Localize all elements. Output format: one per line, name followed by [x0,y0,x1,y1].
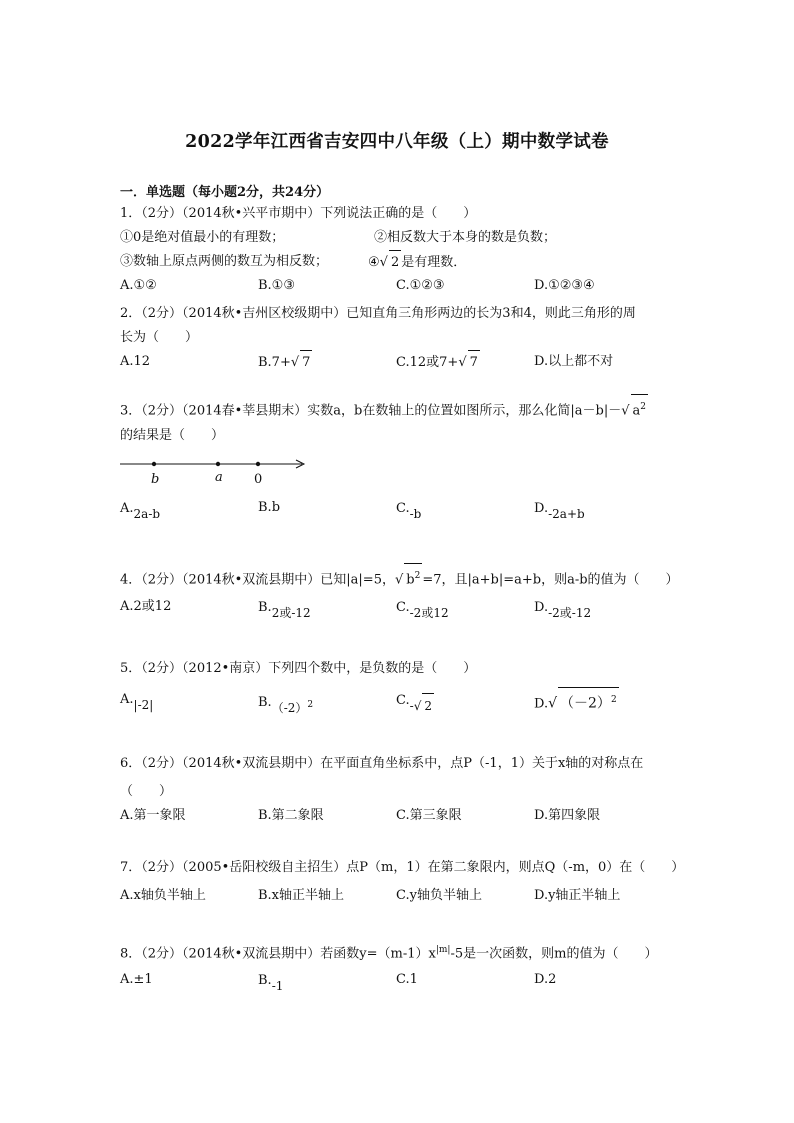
option-b[interactable]: B.7+√ 7 [258,350,312,375]
option-b[interactable]: B.-1 [258,973,284,993]
section-heading: 一．单选题（每小题2分，共24分） [120,185,330,200]
option-c[interactable]: C.①②③ [396,278,445,293]
question-3-stem-line-1: 3．（2分）（2014春•莘县期末）实数a，b在数轴上的位置如图所示，那么化简|a－b|－√ $a^2$ [120,394,680,418]
question-2-options [120,350,680,374]
question-7 [120,856,685,908]
option-d[interactable]: D.①②③④ [534,278,595,293]
question-6-stem-line-1: 6．（2分）（2014秋•双流县期中）在平面直角坐标系中，点P（-1，1）关于x轴的对称点在 [120,756,644,771]
question-4-options [120,595,680,619]
option-d[interactable]: D.以上都不对 [534,354,614,369]
option-b[interactable]: B.第二象限 [258,808,324,823]
option-b[interactable]: B.2或-12 [258,600,311,620]
statement-4: ④√ 2 是有理数． [368,250,466,275]
option-a[interactable]: A.12 [120,354,151,369]
option-d[interactable]: D.-2a+b [534,501,585,521]
option-a[interactable]: A.±1 [120,972,153,987]
question-1 [120,202,680,298]
sqrt-symbol: √ 7 [291,350,313,375]
option-a[interactable]: A.x轴负半轴上 [120,888,206,903]
option-a[interactable]: A.2a-b [120,501,161,521]
question-2 [120,302,680,374]
question-8-options [120,968,680,992]
sqrt-symbol: √ 2 [380,250,402,275]
question-7-options [120,884,680,908]
question-1-options [120,274,680,298]
point-zero [256,462,260,466]
question-5-stem: 5．（2分）（2012•南京）下列四个数中，是负数的是（ ） [120,661,477,676]
option-b[interactable]: B.b [258,500,281,515]
question-1-stem: 1．（2分）（2014秋•兴平市期中）下列说法正确的是（ ） [120,206,477,221]
sqrt-symbol: √ $b^2$ [395,563,422,592]
option-c[interactable]: C.-2或12 [396,600,449,620]
question-6 [120,752,680,828]
question-7-stem: 7．（2分）（2005•岳阳校级自主招生）点P（m，1）在第二象限内，则点Q（-m，0）在（ ） [120,860,685,875]
option-c[interactable]: C.第三象限 [396,808,462,823]
option-b[interactable]: $B.(-2)^2$ [258,695,314,715]
question-8-stem: 8．（2分）（2014秋•双流县期中）若函数$y=(m-1)x^{|m|}-5$是一次函数，则m的值为（ ） [120,945,658,962]
label-zero: 0 [254,472,263,487]
statement-1: ①0是绝对值最小的有理数； [120,230,285,245]
label-b: b [151,472,160,487]
point-b [152,462,156,466]
sqrt-symbol: √ 7 [458,350,480,375]
question-3-options [120,496,680,520]
option-d[interactable]: D.-2或-12 [534,600,592,620]
question-5-options [120,687,680,715]
option-d[interactable]: D.2 [534,972,557,987]
option-d[interactable]: D.y轴正半轴上 [534,888,621,903]
question-6-options [120,804,680,828]
option-c[interactable]: C.y轴负半轴上 [396,888,482,903]
question-2-stem-line-2: 长为（ ） [120,330,199,345]
option-c[interactable]: C.-b [396,501,422,521]
label-a: a [215,470,223,485]
question-5 [120,657,680,715]
question-4 [120,563,680,619]
question-3-stem-line-2: 的结果是（ ） [120,428,225,443]
option-c[interactable]: C.-√ 2 [396,687,434,713]
page-title: 2022学年江西省吉安四中八年级（上）期中数学试卷 [185,132,609,152]
option-d[interactable]: D.√ $(-2)^2$ [534,687,619,717]
question-8 [120,938,680,992]
option-a[interactable]: A.|-2| [120,692,154,712]
question-2-stem-line-1: 2．（2分）（2014秋•吉州区校级期中）已知直角三角形两边的长为3和4，则此三角形的周 [120,306,636,321]
question-6-stem-line-2: （ ） [120,784,173,799]
option-a[interactable]: A.2或12 [120,599,172,614]
option-b[interactable]: B.x轴正半轴上 [258,888,345,903]
option-a[interactable]: A.①② [120,278,157,293]
option-b[interactable]: B.①③ [258,278,295,293]
sqrt-symbol: √ 2 [414,693,434,718]
sqrt-symbol: √ $a^2$ [621,394,648,423]
number-line [120,448,680,488]
option-a[interactable]: A.第一象限 [120,808,186,823]
statement-3: ③数轴上原点两侧的数互为相反数； [120,254,329,269]
sqrt-symbol: √ $(-2)^2$ [548,687,619,716]
option-c[interactable]: C.12或7+√ 7 [396,350,480,375]
statement-2: ②相反数大于本身的数是负数； [374,230,557,245]
question-3 [120,394,680,520]
option-d[interactable]: D.第四象限 [534,808,601,823]
question-4-stem: 4．（2分）（2014秋•双流县期中）已知|a|=5，√ $b^2 =7$，且|a+b|=a+b，则a-b的值为（ ） [120,563,680,587]
option-c[interactable]: C.1 [396,972,418,987]
